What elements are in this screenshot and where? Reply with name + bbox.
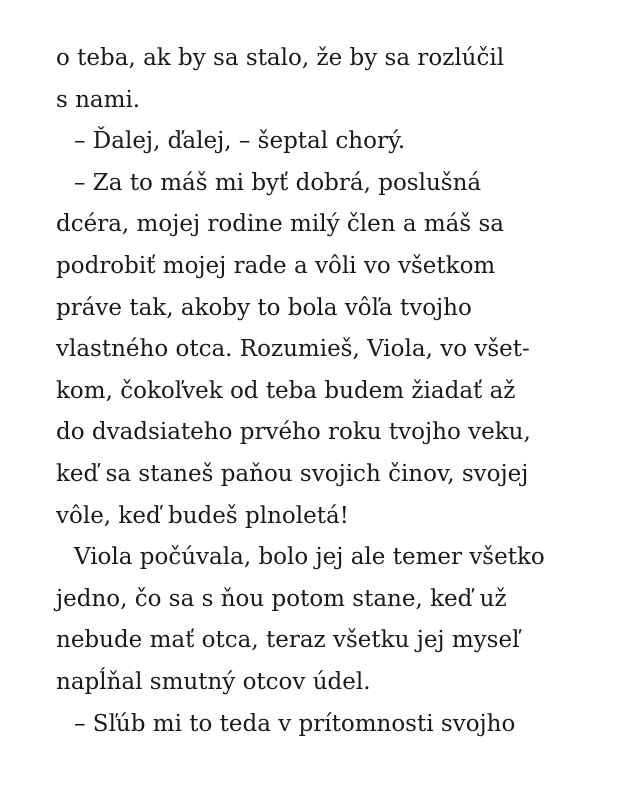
text-line: vôle, keď budeš plnoletá! [56, 502, 349, 529]
text-line: podrobiť mojej rade a vôli vo všetkom [56, 252, 496, 279]
text-line: vlastného otca. Rozumieš, Viola, vo všet- [56, 336, 530, 363]
text-line: – Za to máš mi byť dobrá, poslušná [74, 169, 482, 196]
text-line: kom, čokoľvek od teba budem žiadať až [56, 377, 516, 404]
text-line: keď sa staneš paňou svojich činov, svojej [56, 460, 529, 487]
page-text [56, 38, 616, 745]
text-line: do dvadsiateho prvého roku tvojho veku, [56, 419, 531, 446]
text-line: jedno, čo sa s ňou potom stane, keď už [56, 585, 507, 612]
text-line: o teba, ak by sa stalo, že by sa rozlúčil [56, 45, 505, 71]
text-line: – Ďalej, ďalej, – šeptal chorý. [74, 128, 406, 155]
text-line: Viola počúvala, bolo jej ale temer všetko [74, 544, 545, 571]
text-line: nebude mať otca, teraz všetku jej myseľ [56, 627, 520, 654]
text-line: napĺňal smutný otcov údel. [56, 668, 371, 695]
text-line: s nami. [56, 86, 141, 113]
text-line: dcéra, mojej rodine milý člen a máš sa [56, 211, 505, 238]
text-line: práve tak, akoby to bola vôľa tvojho [56, 294, 472, 321]
text-line: – Sľúb mi to teda v prítomnosti svojho [74, 710, 516, 737]
